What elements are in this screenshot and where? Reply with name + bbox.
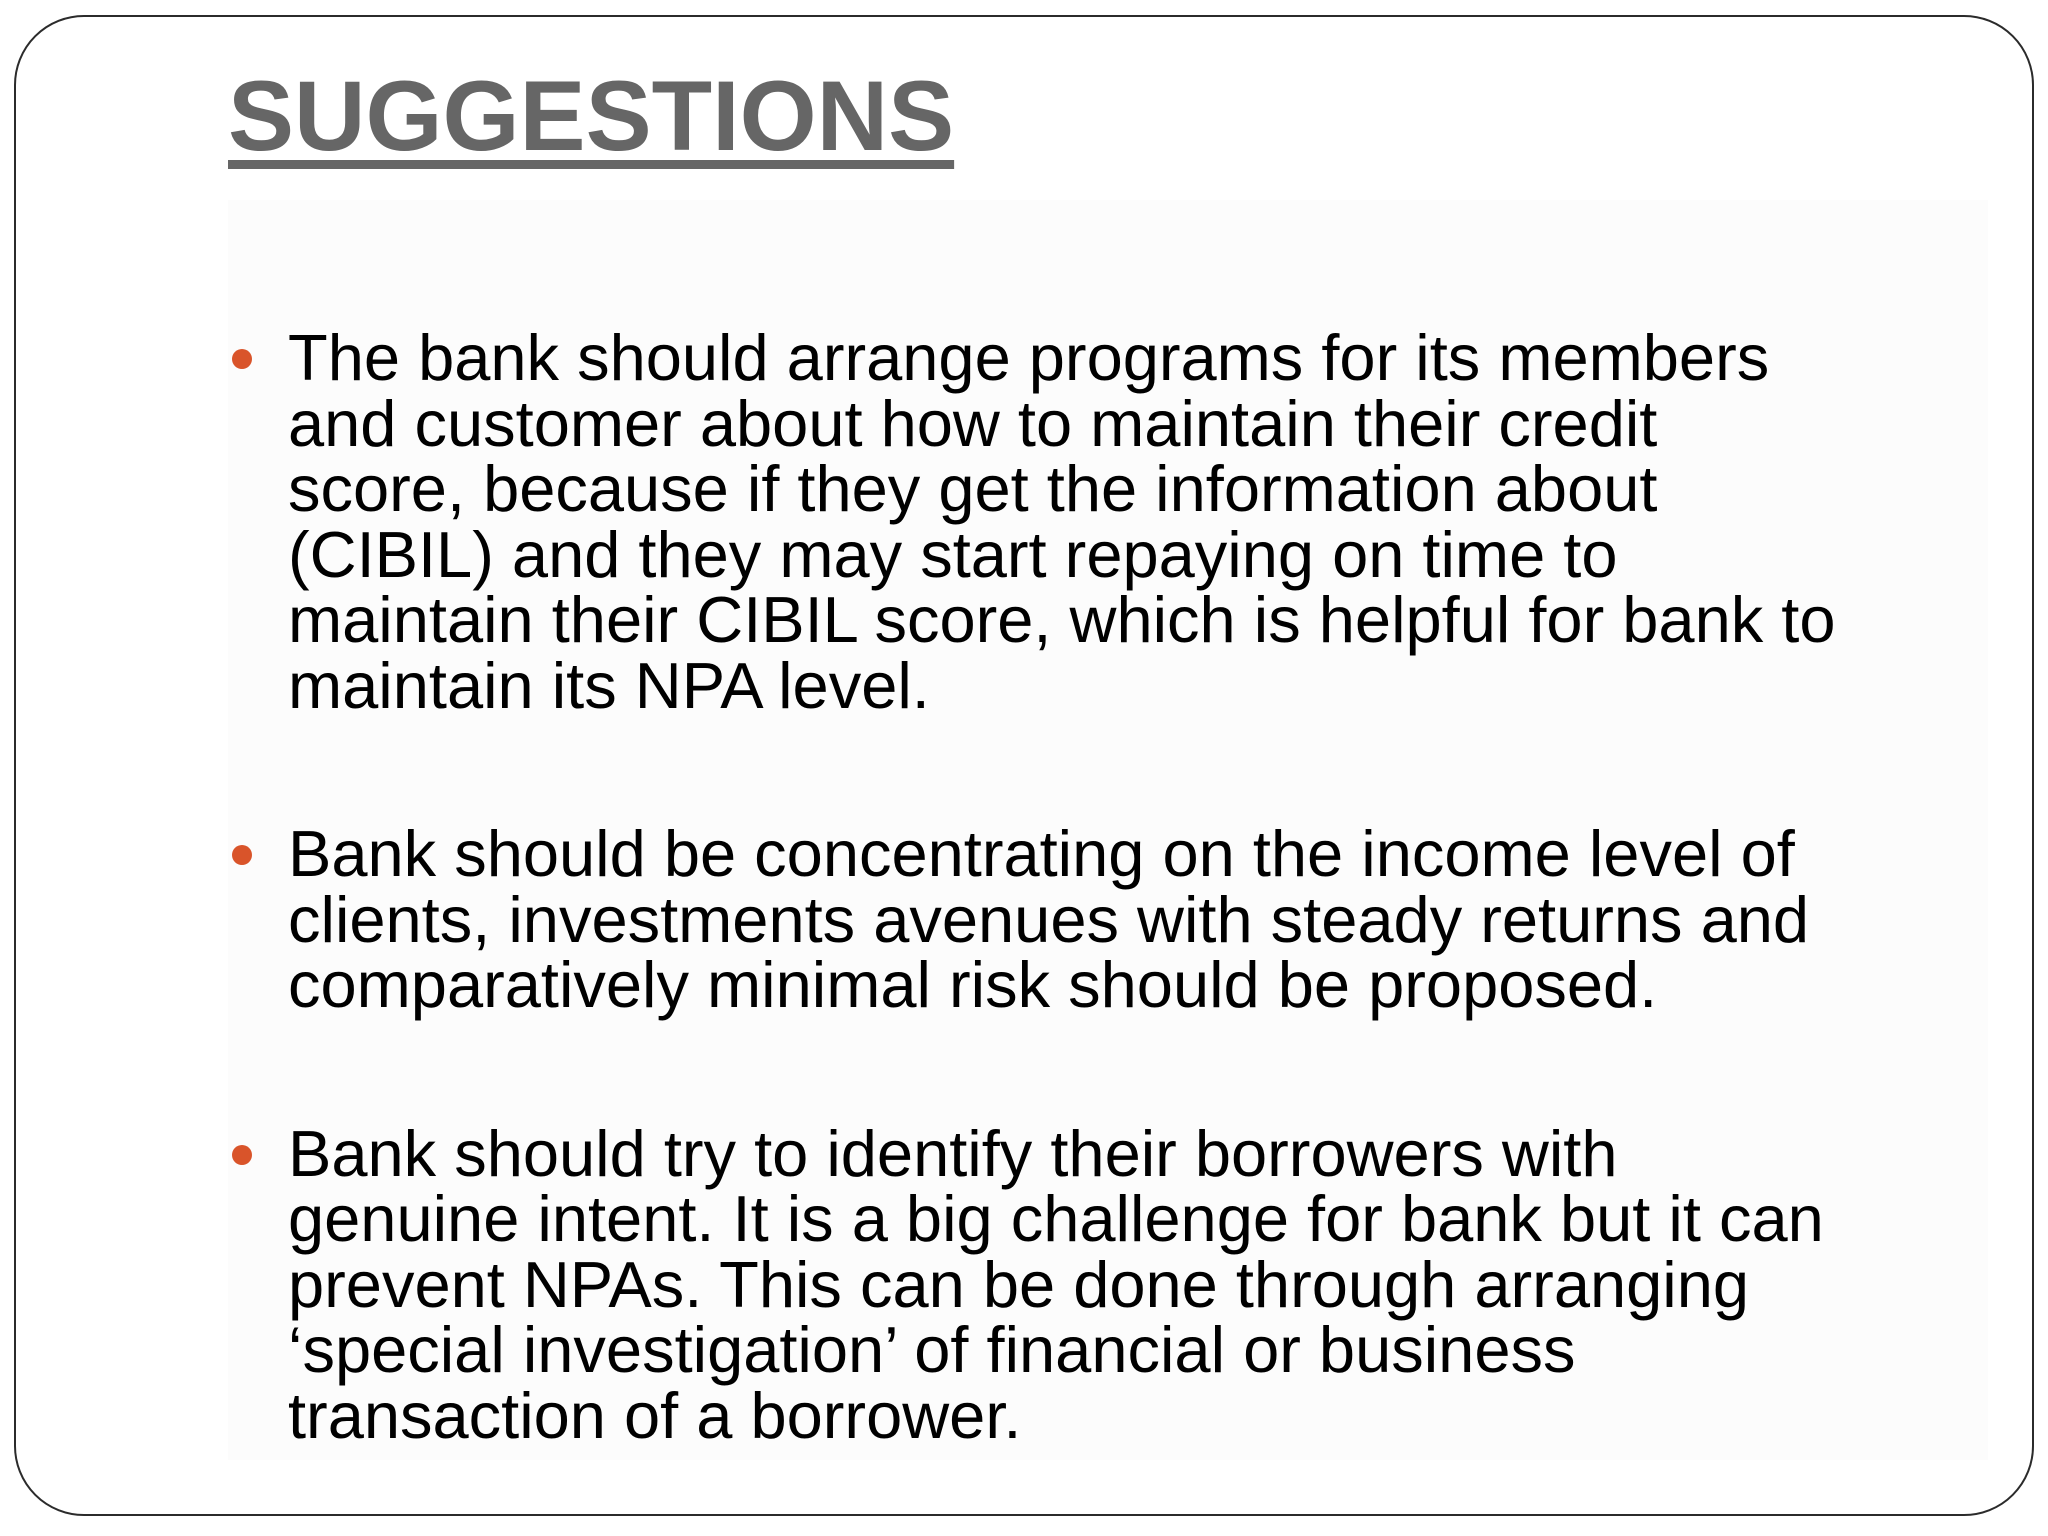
bullet-line: comparatively minimal risk should be proposed. <box>288 948 1658 1021</box>
bullet-line: clients, investments avenues with steady returns and <box>288 882 1810 956</box>
slide-title: SUGGESTIONS <box>228 60 955 171</box>
bullet-line: ‘special investigation’ of financial or business <box>288 1313 1576 1386</box>
bullet-dot-icon <box>232 845 252 865</box>
bullet-item <box>228 1116 1968 1452</box>
bullet-line: score, because if they get the information about <box>288 452 1658 525</box>
bullet-line: maintain its NPA level. <box>288 648 930 722</box>
bullet-line: genuine intent. It is a big challenge for bank but it can <box>288 1182 1824 1255</box>
bullet-line: transaction of a borrower. <box>288 1378 1022 1452</box>
bullet-dot-icon <box>232 1145 252 1165</box>
bullet-line: The bank should arrange programs for its members <box>288 321 1770 394</box>
bullet-line: Bank should try to identify their borrowers with <box>288 1116 1618 1190</box>
bullet-line: (CIBIL) and they may start repaying on time to <box>288 517 1618 591</box>
bullet-line: and customer about how to maintain their credit <box>288 386 1658 460</box>
bullet-line: Bank should be concentrating on the income level of <box>288 817 1795 890</box>
bullet-line: maintain their CIBIL score, which is helpful for bank to <box>288 583 1836 656</box>
bullet-item <box>228 817 1968 1021</box>
bullet-dot-icon <box>232 349 252 369</box>
bullet-line: prevent NPAs. This can be done through arranging <box>288 1247 1750 1321</box>
bullet-item <box>228 321 1968 722</box>
bullet-list <box>228 321 1968 1452</box>
